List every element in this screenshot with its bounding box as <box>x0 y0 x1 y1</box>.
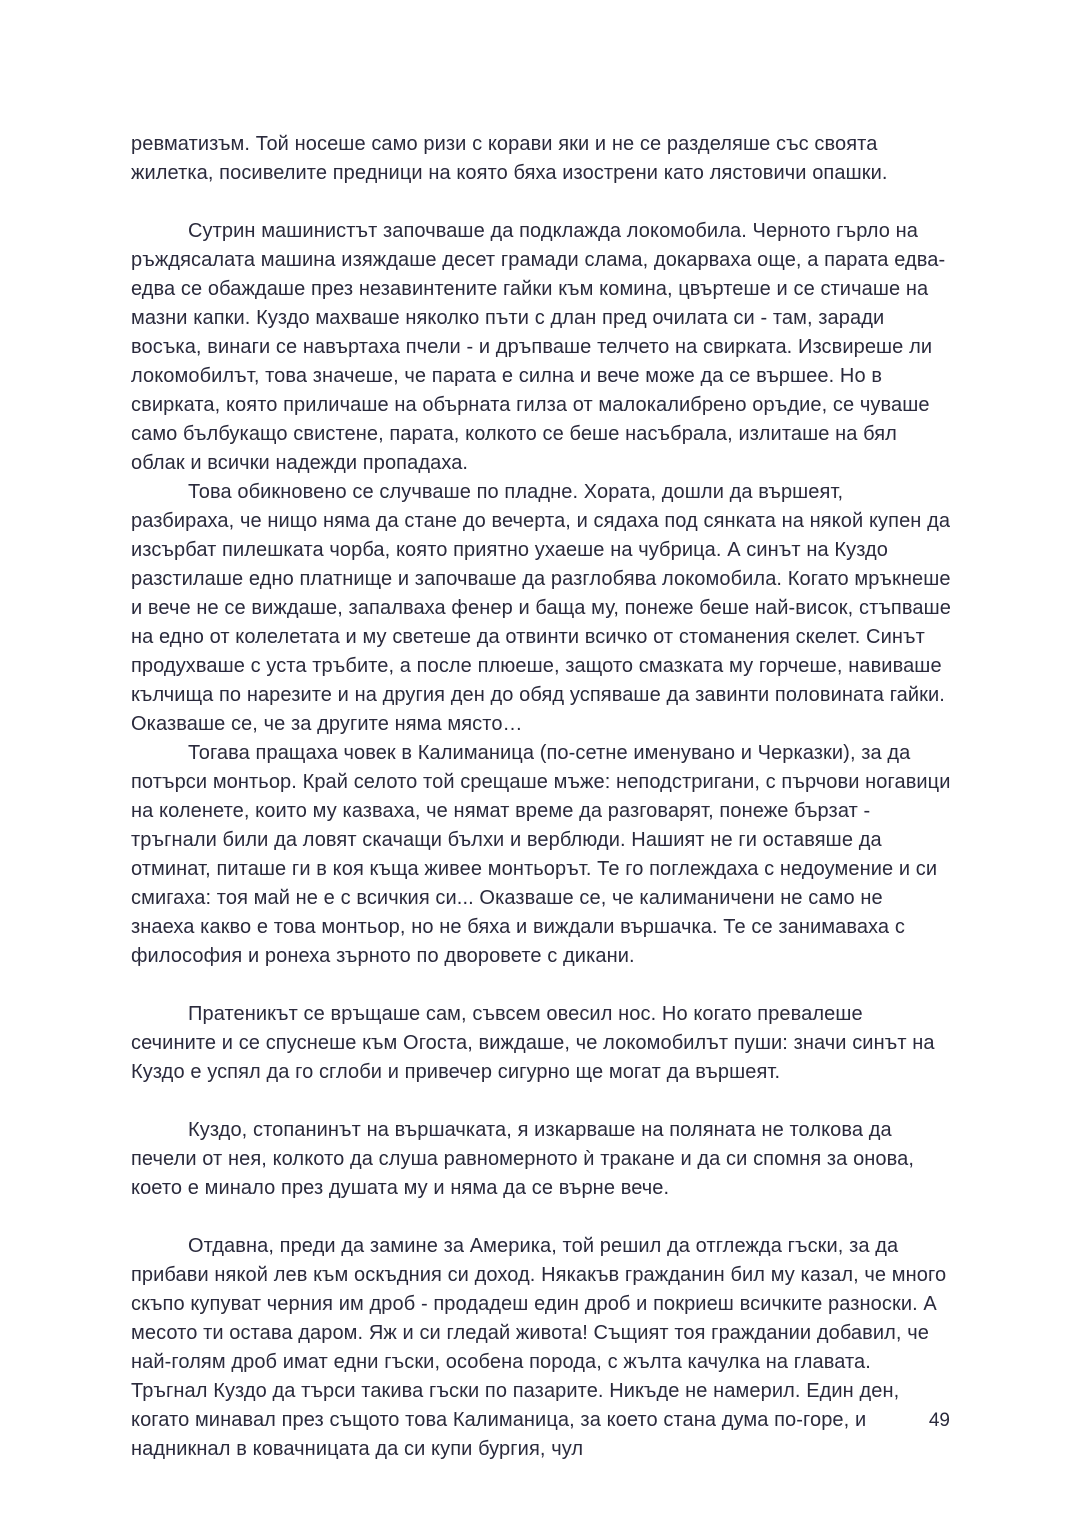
paragraph: Тогава пращаха човек в Калиманица (по-сетне именувано и Черказки), за да потърси монтьор. Край селото той срещаше мъже: неподстригани, с пърчови ногавици на коленете, които му казваха, че нямат време да разговарят, понеже бързат - тръгнали били да ловят скачащи бълхи и верблюди. Нашият не ги оставяше да отминат, питаше ги в коя къща живее монтьорът. Те го поглеждаха с недоумение и си смигаха: тоя май не е с всичкия си... Оказваше се, че калиманичени не само не знаеха какво е това монтьор, но не бяха и виждали вършачка. Те се занимаваха с философия и ронеха зърното по дворовете с дикани. <box>131 742 951 967</box>
paragraph: Сутрин машинистът започваше да подклажда локомобила. Черното гърло на ръждясалата машина изяждаше десет грамади слама, докарваха още, а парата едва-едва се обаждаше през незавинтените гайки към комина, цвъртеше и се стичаше на мазни капки. Куздо махваше няколко пъти с длан пред очилата си - там, заради восъка, винаги се навъртаха пчели - и дръпваше телчето на свирката. Изсвиреше ли локомобилът, това значеше, че парата е силна и вече може да се вършее. Но в свирката, която приличаше на обърната гилза от малокалибрено оръдие, се чуваше само бълбукащо свистене, парата, колкото се беше насъбрала, излиташе на бял облак и всички надежди пропадаха. <box>131 220 946 474</box>
paragraph: ревматизъм. Той носеше само ризи с корави яки и не се разделяше със своята жилетка, посивелите предници на която бяха изострени като лястовичи опашки. <box>131 133 888 184</box>
paragraph: Това обикновено се случваше по пладне. Хората, дошли да вършеят, разбираха, че нищо няма да стане до вечерта, и сядаха под сянката на някой купен да изсърбат пилешката чорба, която приятно ухаеше на чубрица. А синът на Куздо разстилаше едно платнище и започваше да разглобява локомобила. Когато мръкнеше и вече не се виждаше, запалваха фенер и баща му, понеже беше най-висок, стъпваше на едно от колелетата и му светеше да отвинти всичко от стоманения скелет. Синът продухваше с уста тръбите, а после плюеше, защото смазката му горчеше, навиваше кълчища по нарезите и на другия ден до обяд успяваше да завинти половината гайки. Оказваше се, че за другите няма място… <box>131 481 951 735</box>
page-number: 49 <box>928 1410 950 1431</box>
paragraph: Пратеникът се връщаше сам, съвсем овесил нос. Но когато превалеше сечините и се спуснеше към Огоста, виждаше, че локомобилът пуши: значи синът на Куздо е успял да го сглоби и привечер сигурно ще могат да вършеят. <box>131 1003 935 1083</box>
text-body <box>131 130 951 1464</box>
paragraph: Куздо, стопанинът на вършачката, я изкарваше на поляната не толкова да печели от нея, колкото да слуша равномерното ѝ тракане и да си спомня за онова, което е минало през душата му и няма да се върне вече. <box>131 1119 915 1199</box>
paragraph: Отдавна, преди да замине за Америка, той решил да отглежда гъски, за да прибави някой лев към оскъдния си доход. Някакъв гражданин бил му казал, че много скъпо купуват черния им дроб - продадеш един дроб и покриеш всичките разноски. А месото ти остава даром. Яж и си гледай живота! Същият тоя граждании добавил, че най-голям дроб имат едни гъски, особена порода, с жълта качулка на главата. Тръгнал Куздо да търси такива гъски по пазарите. Никъде не намерил. Един ден, когато минавал през същото това Калиманица, за което стана дума по-горе, и надникнал в ковачницата да си купи бургия, чул <box>131 1235 947 1460</box>
